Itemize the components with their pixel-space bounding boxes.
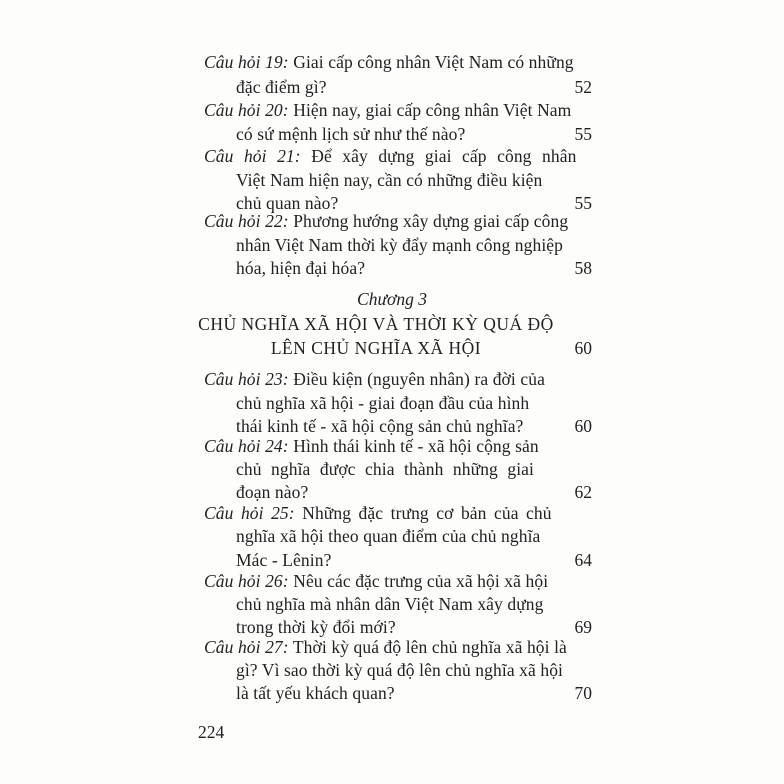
entry-text: Điều kiện (nguyên nhân) ra đời của — [293, 369, 545, 389]
page-number: 55 — [574, 193, 592, 213]
entry-text: Phương hướng xây dựng giai cấp công — [293, 211, 569, 231]
chapter-page-number: 60 — [574, 338, 592, 358]
entry-label: Câu hỏi 26: — [204, 571, 289, 591]
page-number: 52 — [574, 77, 592, 97]
entry-text: nghĩa xã hội theo quan điểm của chủ nghĩa — [236, 526, 541, 546]
page-number: 55 — [574, 124, 592, 144]
entry-text: Thời kỳ quá độ lên chủ nghĩa xã hội là — [292, 637, 567, 657]
entry-text: đoạn nào? — [236, 482, 309, 502]
entry-text: Để xây dựng giai cấp công nhân — [311, 146, 577, 166]
entry-text: trong thời kỳ đổi mới? — [236, 617, 396, 637]
entry-text: Nêu các đặc trưng của xã hội xã hội — [293, 571, 549, 591]
page-number: 64 — [574, 550, 592, 570]
entry-text: gì? Vì sao thời kỳ quá độ lên chủ nghĩa xã hội — [236, 660, 564, 680]
entry-text: nhân Việt Nam thời kỳ đẩy mạnh công nghiệp — [236, 235, 564, 255]
entry-label: Câu hỏi 24: — [204, 436, 289, 456]
entry-text: chủ nghĩa mà nhân dân Việt Nam xây dựng — [236, 594, 544, 614]
entry-text: là tất yếu khách quan? — [236, 683, 395, 703]
chapter-title-line-1: CHỦ NGHĨA XÃ HỘI VÀ THỜI KỲ QUÁ ĐỘ — [198, 314, 554, 334]
entry-text: có sứ mệnh lịch sử như thế nào? — [236, 124, 466, 144]
chapter-title-line-2: LÊN CHỦ NGHĨA XÃ HỘI — [270, 338, 482, 358]
entry-label: Câu hỏi 19: — [204, 52, 289, 72]
page-number: 58 — [574, 258, 592, 278]
entry-label: Câu hỏi 25: — [204, 503, 295, 523]
entry-label: Câu hỏi 22: — [204, 211, 289, 231]
page-number: 70 — [574, 683, 592, 703]
entry-text: chủ nghĩa được chia thành những giai — [236, 459, 535, 479]
entry-text: đặc điểm gì? — [236, 77, 327, 97]
entry-text: thái kinh tế - xã hội cộng sản chủ nghĩa? — [236, 416, 524, 436]
entry-label: Câu hỏi 21: — [204, 146, 301, 166]
entry-label: Câu hỏi 23: — [204, 369, 289, 389]
entry-text: Những đặc trưng cơ bản của chủ — [302, 503, 552, 523]
entry-text: Giai cấp công nhân Việt Nam có những — [293, 52, 574, 72]
entry-label: Câu hỏi 27: — [204, 637, 289, 657]
entry-text: Mác - Lênin? — [236, 550, 332, 570]
entry-text: hóa, hiện đại hóa? — [236, 258, 366, 278]
entry-text: Hình thái kinh tế - xã hội cộng sản — [293, 436, 539, 456]
entry-text: Việt Nam hiện nay, cần có những điều kiện — [236, 170, 543, 190]
page-number: 60 — [574, 416, 592, 436]
page-number: 69 — [574, 617, 592, 637]
entry-label: Câu hỏi 20: — [204, 100, 289, 120]
page-number: 62 — [574, 482, 592, 502]
chapter-label: Chương 3 — [357, 289, 427, 309]
entry-text: chủ quan nào? — [236, 193, 339, 213]
entry-text: Hiện nay, giai cấp công nhân Việt Nam — [293, 100, 572, 120]
folio-page-number: 224 — [198, 722, 225, 742]
entry-text: chủ nghĩa xã hội - giai đoạn đầu của hình — [236, 393, 530, 413]
